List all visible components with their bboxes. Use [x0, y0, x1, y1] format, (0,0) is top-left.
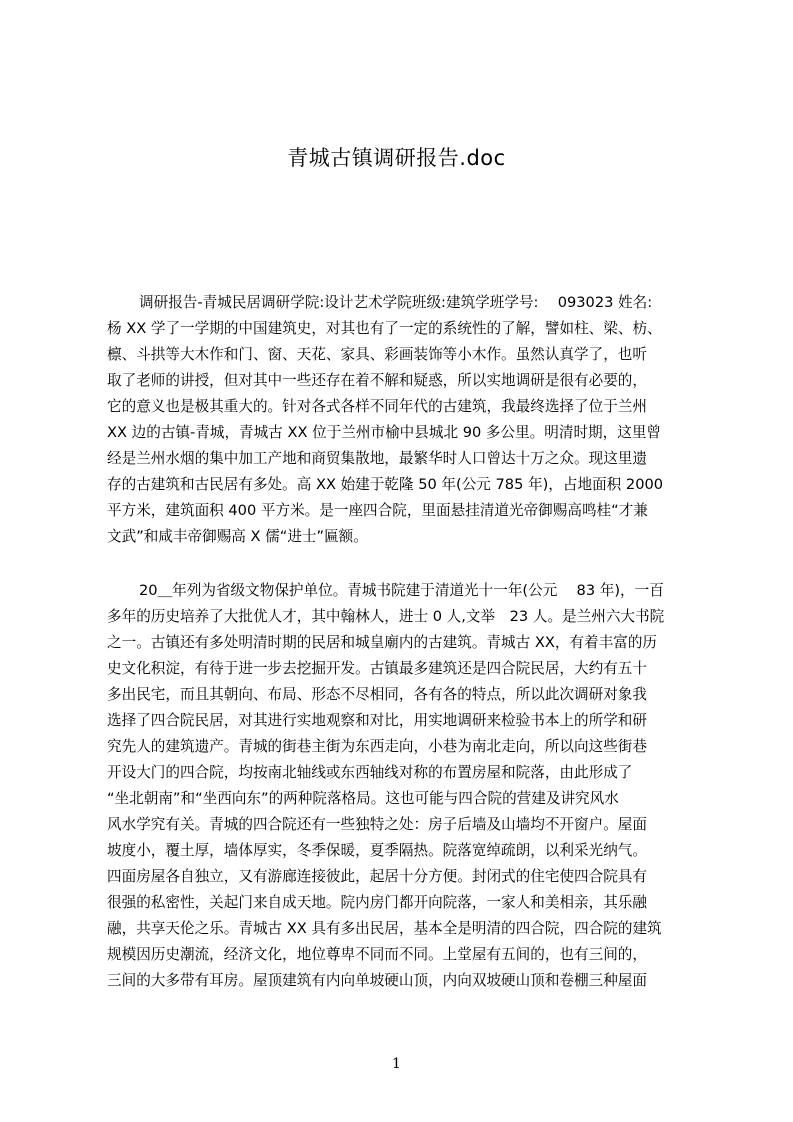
text-line: 杨 XX 学了一学期的中国建筑史，对其也有了一定的系统性的了解，譬如柱、梁、枋、	[107, 320, 662, 337]
text-line: 多出民宅，而且其朝向、布局、形态不尽相同，各有各的特点，所以此次调研对象我	[107, 686, 647, 703]
text-line: 之一。古镇还有多处明清时期的民居和城皇廟内的古建筑。青城古 XX，有着丰富的历	[107, 634, 658, 651]
paragraph-2	[107, 578, 699, 994]
text-line: 它的意义也是极其重大的。针对各式各样不同年代的古建筑，我最终选择了位于兰州	[107, 398, 647, 415]
text-line: XX 边的古镇-青城，青城古 XX 位于兰州市榆中县城北 90 多公里。明清时期，这里曾	[107, 424, 662, 441]
text-line: 檩、斗拱等大木作和门、窗、天花、家具、彩画装饰等小木作。虽然认真学了，也听	[107, 346, 647, 363]
text-line: 存的古建筑和古民居有多处。高 XX 始建于乾隆 50 年(公元 785 年)，占地面积 2000	[107, 476, 664, 493]
text-line: 规模因历史潮流，经济文化，地位尊卑不同而不同。上堂屋有五间的，也有三间的，	[107, 946, 647, 963]
page-number: 1	[392, 1056, 401, 1072]
text-line: 多年的历史培养了大批优人才，其中翰林人，进士 0 人,文举 23 人。是兰州六大书院	[107, 608, 665, 625]
text-line: 融，共享天伦之乐。青城古 XX 具有多出民居，基本全是明清的四合院，四合院的建筑	[107, 920, 662, 937]
text-line: 文武”和咸丰帝御赐高 X 儒“进士”匾额。	[107, 528, 368, 545]
text-line: 选择了四合院民居，对其进行实地观察和对比，用实地调研来检验书本上的所学和研	[107, 712, 647, 729]
paragraph-1	[107, 290, 699, 550]
text-line: 究先人的建筑遗产。青城的街巷主街为东西走向，小巷为南北走向，所以向这些街巷	[107, 738, 647, 755]
text-line: 很强的私密性，关起门来自成天地。院内房门都开向院落，一家人和美相亲，其乐融	[107, 894, 647, 911]
document-title: 青城古镇调研报告.doc	[287, 146, 506, 170]
text-line: 史文化积淀，有待于进一步去挖掘开发。古镇最多建筑还是四合院民居，大约有五十	[107, 660, 647, 677]
text-line: 开设大门的四合院，均按南北轴线或东西轴线对称的布置房屋和院落，由此形成了	[107, 764, 633, 781]
text-line: 取了老师的讲授，但对其中一些还存在着不解和疑惑，所以实地调研是很有必要的，	[107, 372, 647, 389]
text-line: 风水学究有关。青城的四合院还有一些独特之处：房子后墙及山墙均不开窗户。屋面	[107, 816, 647, 833]
text-line: 20＿年列为省级文物保护单位。青城书院建于清道光十一年(公元 83 年)，一百	[139, 582, 664, 599]
text-line: 平方米，建筑面积 400 平方米。是一座四合院，里面悬挂清道光帝御赐高鸣桂“才兼	[107, 502, 648, 519]
text-line: 调研报告-青城民居调研学院:设计艺术学院班级:建筑学班学号: 093023 姓名:	[139, 294, 653, 311]
text-line: 四面房屋各自独立，又有游廊连接彼此，起居十分方便。封闭式的住宅使四合院具有	[107, 868, 647, 885]
text-line: 三间的大多带有耳房。屋顶建筑有内向单坡硬山顶，内向双坡硬山顶和卷棚三种屋面	[107, 972, 647, 989]
text-line: “坐北朝南”和“坐西向东”的两种院落格局。这也可能与四合院的营建及讲究风水	[107, 790, 619, 807]
text-line: 坡度小，覆土厚，墙体厚实，冬季保暖，夏季隔热。院落宽绰疏朗，以利采光纳气。	[107, 842, 647, 859]
text-line: 经是兰州水烟的集中加工产地和商贸集散地，最繁华时人口曾达十万之众。现这里遗	[107, 450, 647, 467]
